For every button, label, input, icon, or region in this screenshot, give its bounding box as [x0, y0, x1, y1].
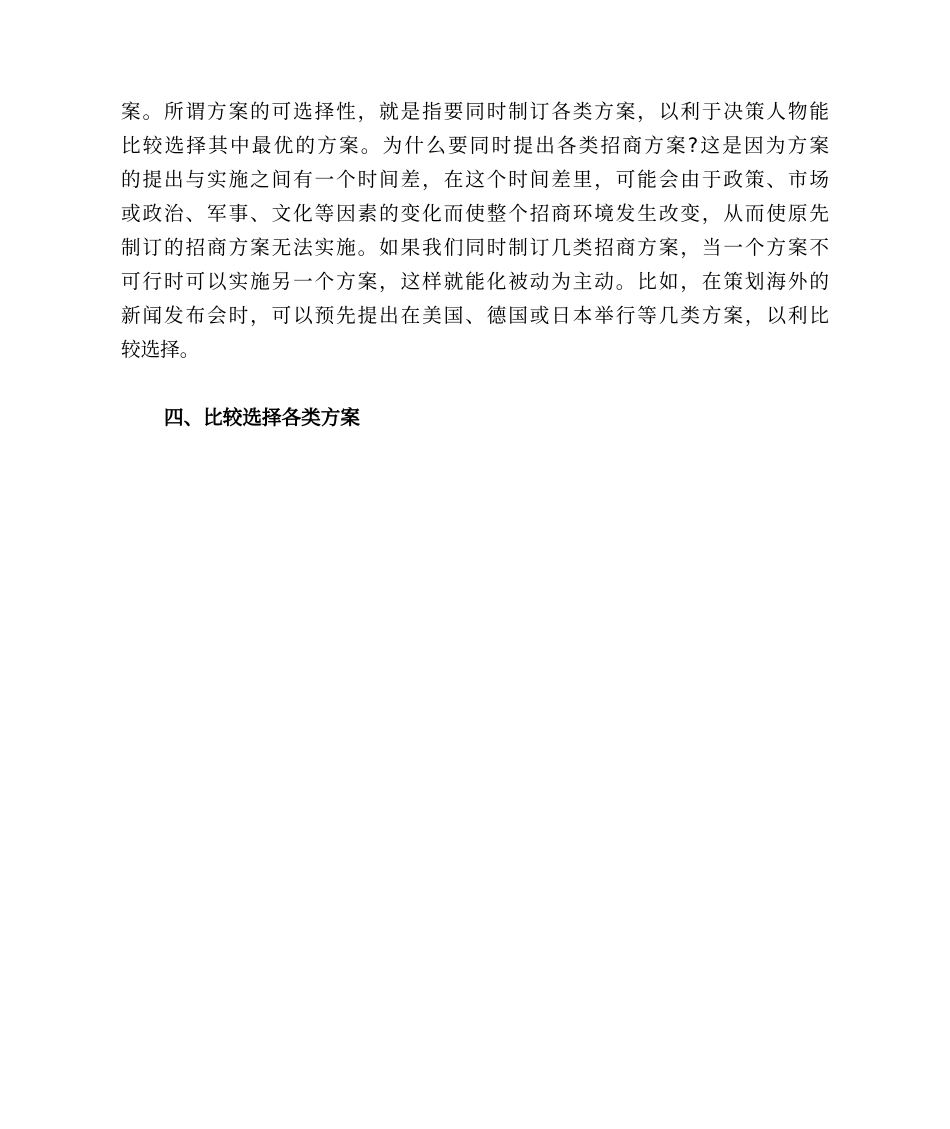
paragraph-line-4: 或政治、军事、文化等因素的变化而使整个招商环境发生改变，从而使原先: [121, 202, 829, 225]
paragraph-line-1: 案。所谓方案的可选择性，就是指要同时制订各类方案，以利于决策人物能: [121, 100, 829, 123]
paragraph-line-6: 可行时可以实施另一个方案，这样就能化被动为主动。比如，在策划海外的: [121, 270, 829, 293]
paragraph-line-3: 的提出与实施之间有一个时间差，在这个时间差里，可能会由于政策、市场: [121, 168, 829, 191]
section-heading: 四、比较选择各类方案: [164, 406, 360, 429]
paragraph-line-2: 比较选择其中最优的方案。为什么要同时提出各类招商方案?这是因为方案: [121, 134, 829, 157]
document-body: [121, 95, 829, 367]
paragraph-line-8: 较选择。: [121, 338, 200, 361]
paragraph-line-7: 新闻发布会时，可以预先提出在美国、德国或日本举行等几类方案，以利比: [121, 304, 829, 327]
paragraph-line-5: 制订的招商方案无法实施。如果我们同时制订几类招商方案，当一个方案不: [121, 236, 829, 259]
body-paragraph: [121, 95, 829, 367]
